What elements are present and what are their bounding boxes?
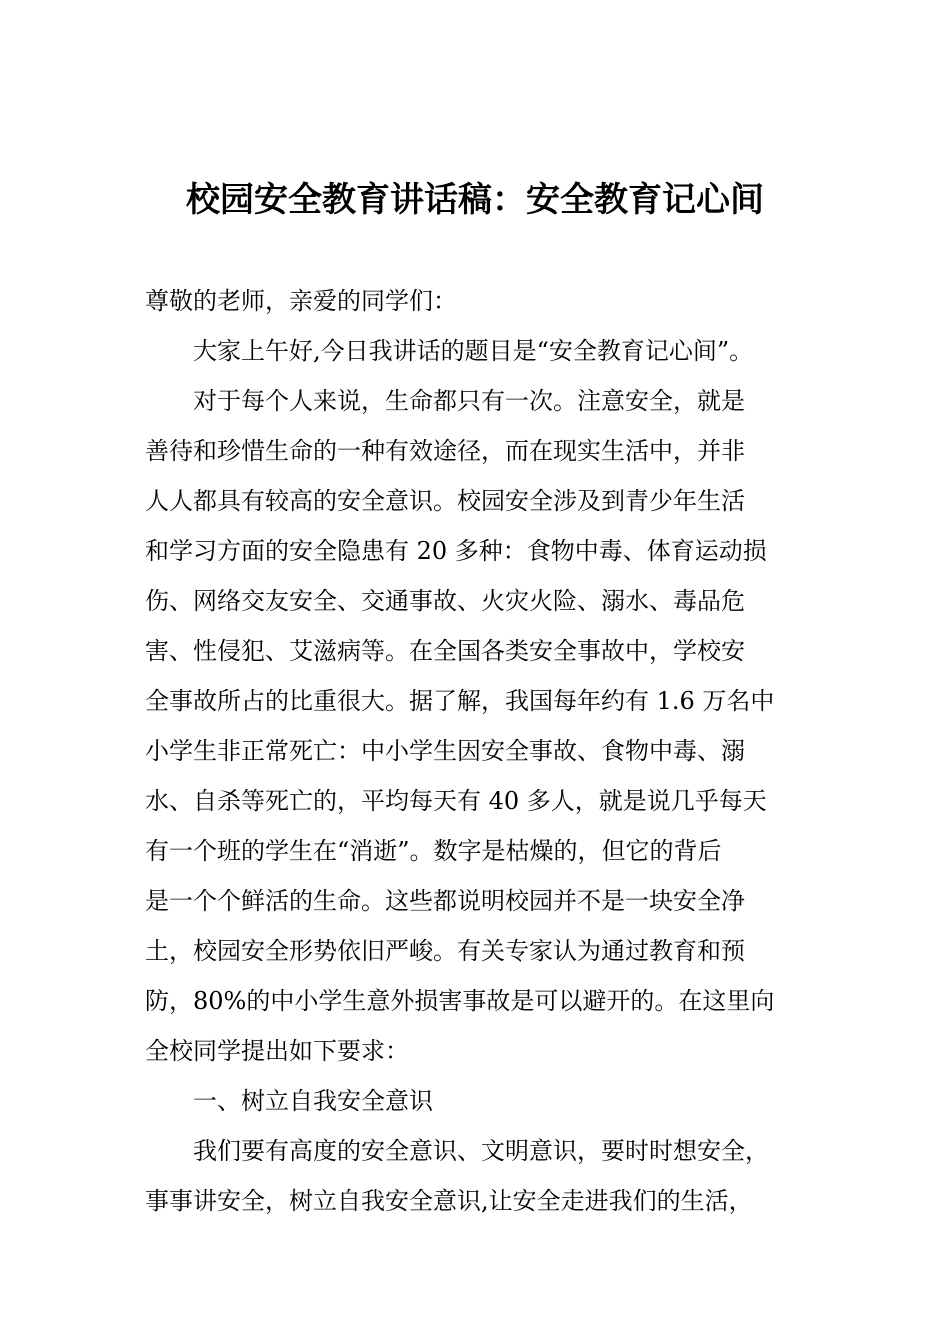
- document-title: 校园安全教育讲话稿：安全教育记心间: [186, 180, 764, 220]
- text-line: 害、性侵犯、艾滋病等。在全国各类安全事故中，学校安: [145, 637, 745, 665]
- text-line: 全事故所占的比重很大。据了解，我国每年约有 1.6 万名中: [145, 687, 775, 715]
- text-line: 是一个个鲜活的生命。这些都说明校园并不是一块安全净: [145, 887, 745, 915]
- text-line-salutation: 尊敬的老师，亲爱的同学们：: [145, 287, 457, 315]
- text-line: 和学习方面的安全隐患有 20 多种：食物中毒、体育运动损: [145, 537, 767, 565]
- text-line: 大家上午好,今日我讲话的题目是“安全教育记心间”。: [193, 337, 754, 365]
- section-heading: 一、树立自我安全意识: [193, 1087, 433, 1115]
- text-line: 我们要有高度的安全意识、文明意识，要时时想安全，: [193, 1137, 769, 1165]
- text-line: 善待和珍惜生命的一种有效途径，而在现实生活中，并非: [145, 437, 745, 465]
- text-line: 水、自杀等死亡的，平均每天有 40 多人，就是说几乎每天: [145, 787, 767, 815]
- text-line: 伤、网络交友安全、交通事故、火灾火险、溺水、毒品危: [145, 587, 745, 615]
- text-line: 土，校园安全形势依旧严峻。有关专家认为通过教育和预: [145, 937, 745, 965]
- text-line: 小学生非正常死亡：中小学生因安全事故、食物中毒、溺: [145, 737, 745, 765]
- document-body: [145, 276, 825, 1226]
- text-line: 防，80%的中小学生意外损害事故是可以避开的。在这里向: [145, 987, 775, 1015]
- text-line: 人人都具有较高的安全意识。校园安全涉及到青少年生活: [145, 487, 745, 515]
- text-line: 事事讲安全，树立自我安全意识,让安全走进我们的生活，: [145, 1187, 753, 1215]
- text-line: 对于每个人来说，生命都只有一次。注意安全，就是: [193, 387, 745, 415]
- text-line: 有一个班的学生在“消逝”。数字是枯燥的，但它的背后: [145, 837, 722, 865]
- text-line: 全校同学提出如下要求：: [145, 1037, 409, 1065]
